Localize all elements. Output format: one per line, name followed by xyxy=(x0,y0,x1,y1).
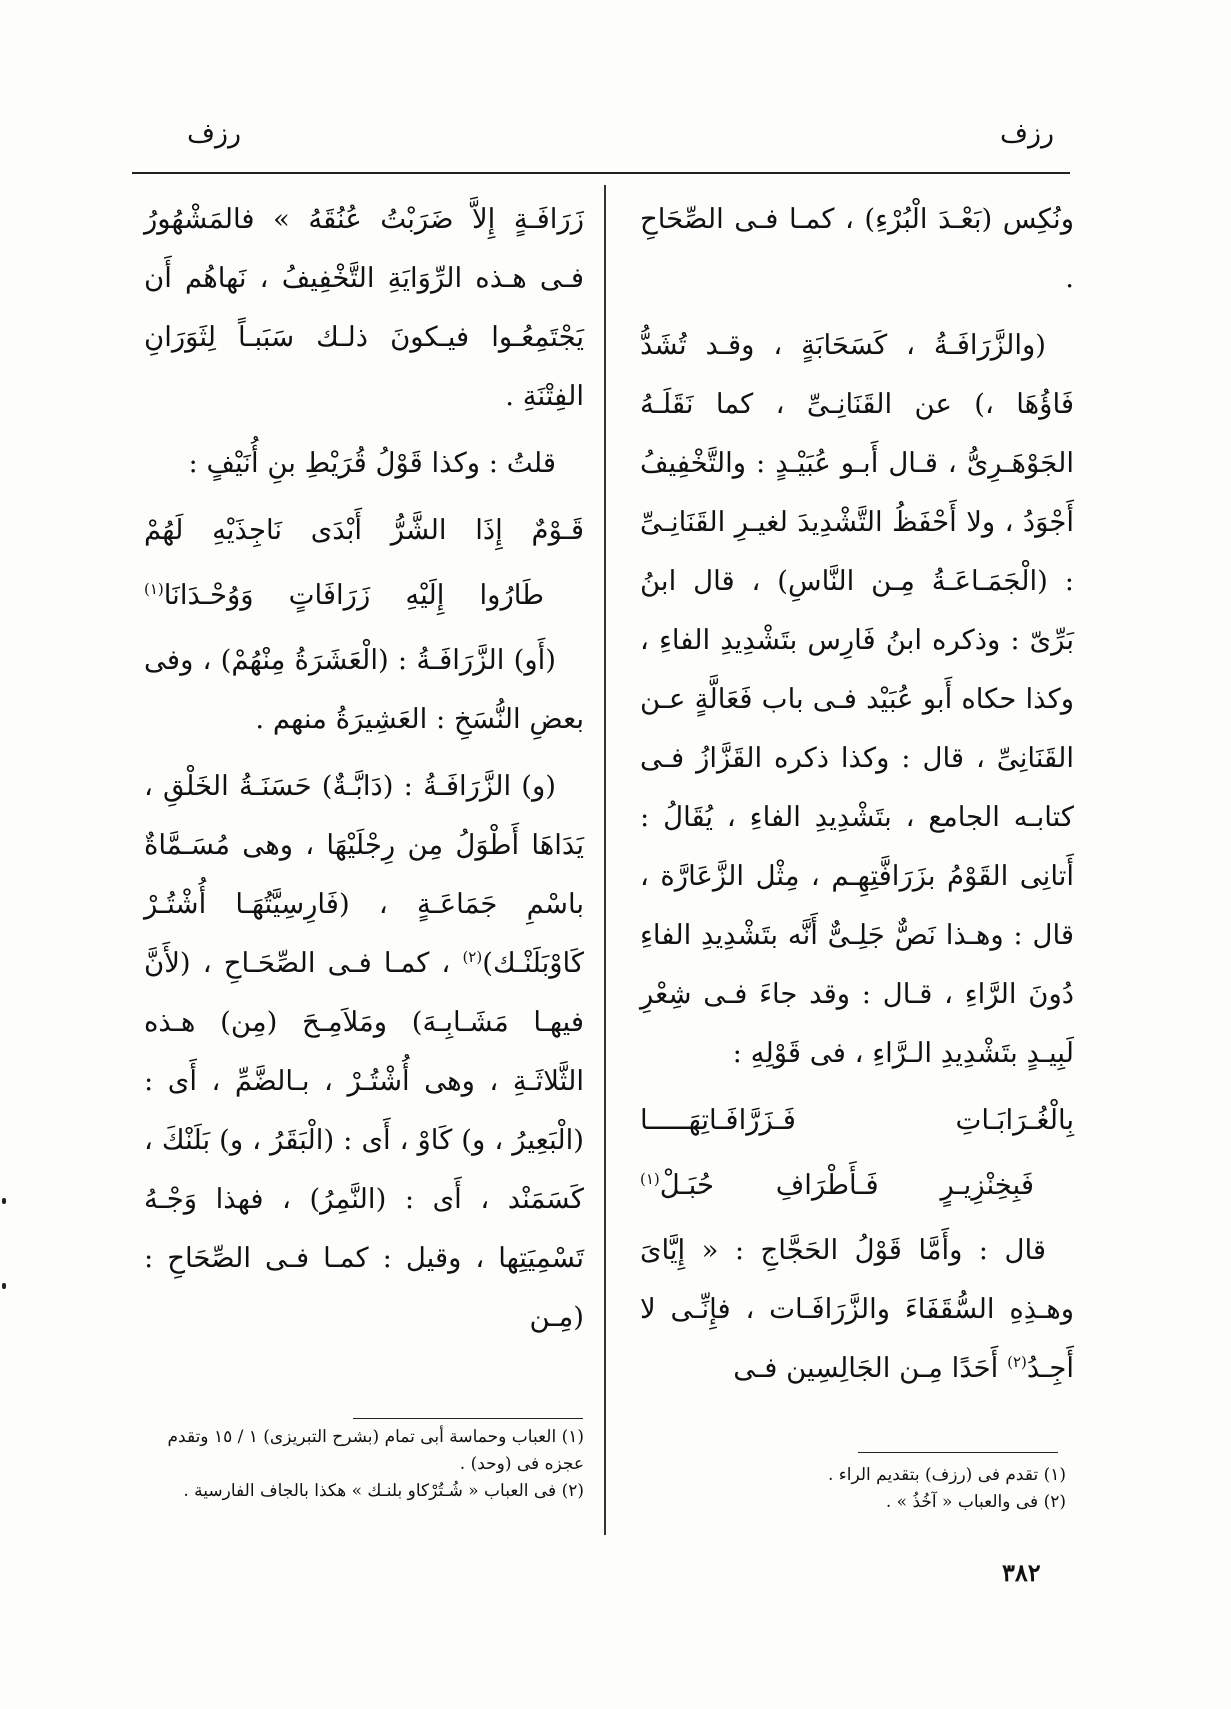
footnote-marker: (١) xyxy=(640,1169,660,1188)
footnote-rule-right xyxy=(858,1452,1058,1453)
footnotes-left xyxy=(150,1424,584,1505)
right-paragraph-3-end: أَحَدًا مِـن الجَالِسِين فـى xyxy=(733,1352,999,1384)
footnote-left-2: (٢) فى العباب « شُـتُرْكاو بلنـك » هكذا بالجاف الفارسية . xyxy=(183,1481,584,1501)
left-column xyxy=(144,190,584,1355)
running-head-right: رزف xyxy=(1000,118,1055,149)
footnote-marker: (١) xyxy=(144,579,164,598)
left-verse-line-1: قَـوْمٌ إِذَا الشَّرُّ أَبْدَى نَاجِذَيْهِ لَهُمْ xyxy=(144,514,584,546)
footnote-marker: (٢) xyxy=(1007,1352,1027,1371)
footnote-right-2: (٢) فى والعباب « آخُذُ » . xyxy=(885,1492,1066,1512)
right-verse-line-1: بِالْغُـرَابَـاتِ فَـزَرَّافَـاتِهَـــــا xyxy=(640,1104,1074,1136)
left-verse-line-2-text: طَارُوا إِلَيْهِ زَرَافَاتٍ وَوُحْـدَانَا xyxy=(163,579,544,611)
right-verse-line-2-text: فَبِخِنْزِيـرٍ فَـأَطْرَافِ حُبَـلْ xyxy=(659,1169,1034,1201)
running-head-left: رزف xyxy=(187,118,242,149)
scan-speck xyxy=(2,1198,6,1204)
right-paragraph-3-text: قال : وأَمَّا قَوْلُ الحَجَّاجِ : « إِيَّاىَ وهـذِهِ السُّقَفَاءَ والزَّرَافَـات ، فإِنِّـى لا أَجِـدُ xyxy=(640,1234,1074,1384)
right-verse-line-2 xyxy=(640,1156,1074,1215)
left-paragraph-1: زَرَافَـةٍ إِلاَّ ضَرَبْتُ عُنُقَهُ » فالمَشْهُورُ فـى هـذه الرِّوَايَةِ التَّخْفِيفُ ، نَهاهُم أَن يَجْتَمِعُـوا فيـكونَ ذلـك سَبَبـاً لِثَوَرَانِ الفِتْنَةِ . xyxy=(144,203,584,412)
right-paragraph-1: ونُكِس (بَعْـدَ الْبُرْءِ) ، كمـا فـى الصِّحَاحِ . xyxy=(640,203,1074,294)
footnote-left-1: (١) العباب وحماسة أبى تمام (بشرح التبريزى) ١ / ١٥ وتقدم عجزه فى (وحد) . xyxy=(167,1427,584,1474)
page-number: ٣٨٢ xyxy=(1002,1558,1041,1587)
footnotes-right xyxy=(800,1462,1066,1516)
footnote-marker: (٢) xyxy=(462,947,483,966)
right-paragraph-3 xyxy=(640,1221,1074,1398)
footnote-right-1: (١) تقدم فى (رزف) بتقديم الراء . xyxy=(827,1465,1066,1485)
column-divider xyxy=(604,185,606,1535)
right-column xyxy=(640,190,1074,1406)
scan-speck xyxy=(2,1283,6,1289)
left-paragraph-4-text-2: ، كمـا فـى الصِّحَـاحِ ، (لأَنَّ فيهـا مَشَـابِـهَ) ومَلاَمِـحَ (مِن) هـذه الثَّلاثَـةِ ، وهى أُشْتُـرْ ، بـالضَّمِّ ، أَى : (الْبَعِيرُ ، و) كَاوْ ، أَى : (الْبَقَرُ ، و) بَلَنْكَ ، كَسَمَنْد ، أَى : (النَّمِرُ) ، فهذا وَجْـهُ تَسْمِيَتِها ، وقيل : كمـا فـى الصِّحَاحِ : (مِـن xyxy=(144,947,584,1333)
footnote-rule-left xyxy=(353,1418,583,1419)
right-paragraph-2: (والزَّرَافَـةُ ، كَسَحَابَةٍ ، وقـد تُشَدُّ فَاؤُهَا ،) عن القَنَانِـىِّ ، كما نَقَلَـهُ الجَوْهَـرِىُّ ، قـال أَبـو عُبَيْـدٍ : والتَّخْفِيفُ أَجْوَدُ ، ولا أَحْفَظُ التَّشْدِيدَ لغيـرِ القَنَانِـىِّ : (الْجَمَـاعَـةُ مِـن النَّاسِ) ، قال ابنُ بَرِّىّ : وذكره ابنُ فَارِس بتَشْدِيدِ الفاءِ ، وكذا حكاه أَبو عُبَيْد فـى باب فَعَالَّةٍ عـن القَنَانِىِّ ، قال : وكذا ذكره القَزَّازُ فـى كتابـه الجامع ، بتَشْدِيدِ الفاءِ ، يُقَالُ : أَتانِى القَوْمُ بزَرَافَّتِهِـم ، مِثْل الزَّعَارَّة ، قال : وهـذا نَصٌّ جَلِـىٌّ أَنَّه بتَشْدِيدِ الفاءِ دُونَ الرَّاءِ ، قـال : وقد جاءَ فـى شِعْرِ لَبِيـدٍ بتَشْدِيدِ الـرَّاءِ ، فى قَوْلِهِ : xyxy=(640,329,1074,1069)
left-paragraph-3: (أَو) الزَّرَافَـةُ : (الْعَشَرَةُ مِنْهُمْ) ، وفى بعضِ النُّسَخِ : العَشِيرَةُ منهم . xyxy=(144,644,584,735)
left-verse-line-2 xyxy=(144,566,584,625)
header-rule xyxy=(132,172,1070,174)
left-paragraph-4 xyxy=(144,757,584,1347)
left-paragraph-4-text-1: (و) الزَّرَافَـةُ : (دَابَّـةٌ) حَسَنَـةُ الخَلْقِ ، يَدَاهَا أَطْوَلُ مِن رِجْلَيْهَا ، وهى مُسَـمَّاةٌ باسْمِ جَمَاعَـةٍ ، (فَارِسِيَّتُهَـا أُشْتُـرْ كَاوْبَلَنْـك) xyxy=(144,770,584,979)
left-paragraph-2: قلتُ : وكذا قَوْلُ قُرَيْطِ بنِ أُنَيْفٍ : xyxy=(188,447,556,479)
